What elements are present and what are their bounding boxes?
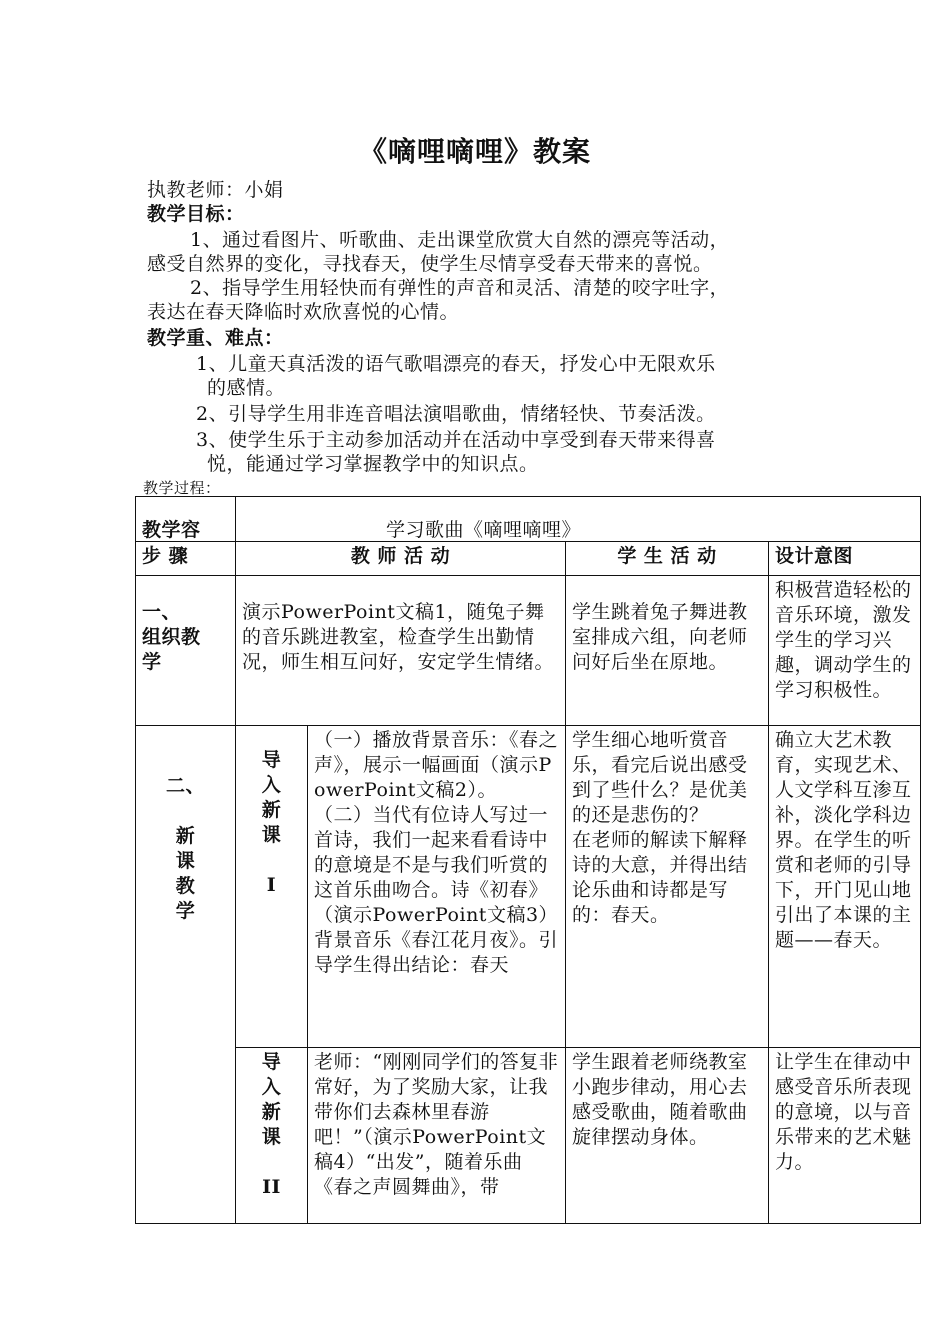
row2-intent-cell bbox=[769, 726, 921, 1048]
row3-teacher: 老师：“刚刚同学们的答复非常好，为了奖励大家，让我带你们去森林里春游吧！”（演示PowerPoint文稿4）“出发”，随着乐曲《春之声圆舞曲》，带 bbox=[314, 1051, 559, 1198]
header-teacher-cell bbox=[236, 542, 566, 576]
content-label-cell bbox=[136, 497, 236, 542]
document-title: 《嘀哩嘀哩》教案 bbox=[358, 135, 591, 168]
key-point-2: 2、引导学生用非连音唱法演唱歌曲，情绪轻快、节奏活泼。 bbox=[196, 403, 716, 425]
objectives-heading: 教学目标： bbox=[147, 203, 245, 225]
header-teacher: 教 师 活 动 bbox=[350, 545, 451, 567]
content-value-cell bbox=[236, 497, 921, 542]
content-row bbox=[136, 497, 921, 542]
row2-step: 二、 新 课 教 学 bbox=[165, 775, 205, 922]
lesson-process-table bbox=[135, 496, 921, 1224]
row3-sub-cell bbox=[236, 1048, 308, 1224]
header-step-cell bbox=[136, 542, 236, 576]
teacher-line: 执教老师：小娟 bbox=[147, 179, 284, 201]
key-points-heading: 教学重、难点： bbox=[147, 327, 284, 349]
row3-teacher-cell bbox=[308, 1048, 566, 1224]
table-row bbox=[136, 1048, 921, 1224]
header-intent: 设计意图 bbox=[775, 545, 854, 567]
row1-student: 学生跳着兔子舞进教室排成六组，向老师问好后坐在原地。 bbox=[572, 601, 748, 673]
row1-intent-cell bbox=[769, 576, 921, 726]
header-student-cell bbox=[566, 542, 769, 576]
header-student: 学 生 活 动 bbox=[617, 545, 717, 567]
row2-sub: 导 入 新 课 I bbox=[261, 749, 282, 896]
objective-2-line-2: 表达在春天降临时欢欣喜悦的心情。 bbox=[147, 301, 460, 323]
row1-step: 一、 组织教 学 bbox=[142, 601, 201, 673]
objective-1-line-2: 感受自然界的变化，寻找春天，使学生尽情享受春天带来的喜悦。 bbox=[147, 253, 713, 275]
row1-intent: 积极营造轻松的音乐环境，激发学生的学习兴趣，调动学生的学习积极性。 bbox=[775, 579, 912, 701]
key-point-1-line-1: 1、儿童天真活泼的语气歌唱漂亮的春天，抒发心中无限欢乐 bbox=[196, 353, 716, 375]
header-intent-cell bbox=[769, 542, 921, 576]
row3-student: 学生跟着老师绕教室小跑步律动，用心去感受歌曲，随着歌曲旋律摆动身体。 bbox=[572, 1051, 748, 1148]
content-value: 学习歌曲《嘀哩嘀哩》 bbox=[386, 519, 582, 541]
header-step: 步 骤 bbox=[142, 545, 189, 567]
row3-student-cell bbox=[566, 1048, 769, 1224]
row2-sub-cell bbox=[236, 726, 308, 1048]
row3-sub: 导 入 新 课 II bbox=[261, 1051, 282, 1198]
row1-teacher-cell bbox=[236, 576, 566, 726]
objective-2-line-1: 2、指导学生用轻快而有弹性的声音和灵活、清楚的咬字吐字， bbox=[190, 277, 730, 299]
row3-intent-cell bbox=[769, 1048, 921, 1224]
row1-step-cell bbox=[136, 576, 236, 726]
row2-teacher: （一）播放背景音乐：《春之声》，展示一幅画面（演示PowerPoint文稿2）。 （二）当代有位诗人写过一首诗，我们一起来看看诗中的意境是不是与我们听赏的这首乐曲吻合。诗《初春》（演示PowerPoint文稿3）背景音乐《春江花月夜》。引导学生得出结论：春天 bbox=[314, 729, 559, 976]
key-point-3-line-1: 3、使学生乐于主动参加活动并在活动中享受到春天带来得喜 bbox=[196, 429, 716, 451]
row1-student-cell bbox=[566, 576, 769, 726]
table-row bbox=[136, 576, 921, 726]
row2-student-cell bbox=[566, 726, 769, 1048]
row1-teacher: 演示PowerPoint文稿1，随兔子舞的音乐跳进教室，检查学生出勤情况，师生相互问好，安定学生情绪。 bbox=[242, 601, 555, 673]
process-label: 教学过程： bbox=[143, 479, 221, 497]
key-point-3-line-2: 悦，能通过学习掌握教学中的知识点。 bbox=[207, 453, 539, 475]
table-row bbox=[136, 726, 921, 1048]
row2-student: 学生细心地听赏音乐，看完后说出感受到了些什么？是优美的还是悲伤的？ 在老师的解读下解释诗的大意，并得出结论乐曲和诗都是写的：春天。 bbox=[572, 729, 748, 926]
objective-1-line-1: 1、通过看图片、听歌曲、走出课堂欣赏大自然的漂亮等活动， bbox=[190, 229, 730, 251]
key-point-1-line-2: 的感情。 bbox=[207, 377, 286, 399]
row2-teacher-cell bbox=[308, 726, 566, 1048]
row2-intent: 确立大艺术教育，实现艺术、人文学科互渗互补，淡化学科边界。在学生的听赏和老师的引导下，开门见山地引出了本课的主题——春天。 bbox=[775, 729, 912, 951]
row2-step-cell bbox=[136, 726, 236, 1224]
content-label: 教学容 bbox=[142, 519, 201, 541]
row3-intent: 让学生在律动中感受音乐所表现的意境，以与音乐带来的艺术魅力。 bbox=[775, 1051, 912, 1173]
header-row bbox=[136, 542, 921, 576]
